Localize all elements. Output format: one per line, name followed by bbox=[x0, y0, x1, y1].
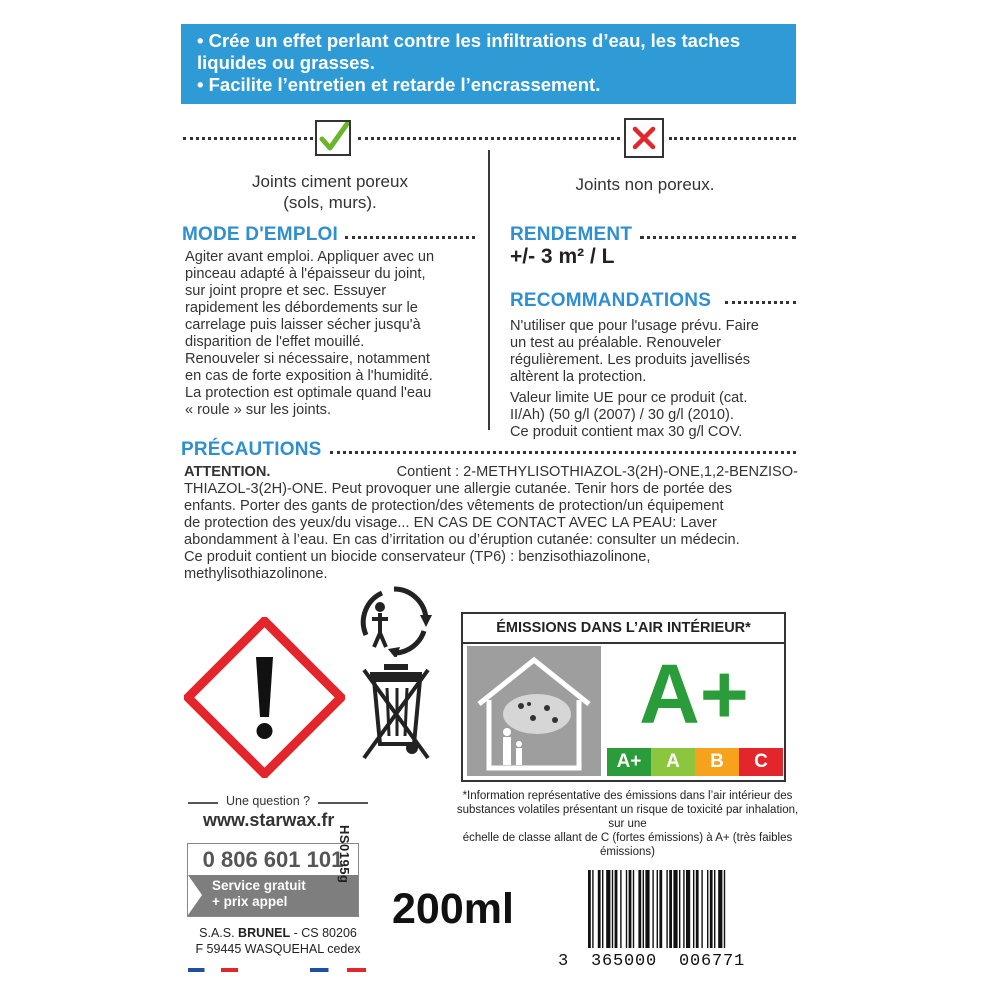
barcode-bar bbox=[724, 870, 725, 948]
cross-icon bbox=[624, 118, 664, 158]
barcode-bar bbox=[683, 870, 684, 948]
house-icon bbox=[467, 646, 601, 776]
divider-dots bbox=[330, 451, 796, 454]
divider-dots bbox=[640, 236, 796, 239]
benefits-banner bbox=[181, 24, 796, 104]
indoor-emissions-label bbox=[461, 612, 786, 782]
precaution-line: abondamment à l’eau. En cas d’irritation ou d’éruption cutanée: consulter un médecin. bbox=[184, 532, 740, 548]
rendement-value: +/- 3 m² / L bbox=[510, 245, 615, 268]
barcode-bar bbox=[701, 870, 702, 948]
ghs-exclamation-pictogram bbox=[184, 617, 345, 778]
barcode-digits: 3 365000 006771 bbox=[558, 952, 746, 971]
footnote-line: substances volatiles présentant un risque de toxicité par inhalation, sur une bbox=[456, 804, 799, 830]
mode-emploi-heading: MODE D'EMPLOI bbox=[182, 224, 344, 246]
french-flag-left bbox=[188, 968, 238, 972]
barcode-bar bbox=[718, 870, 722, 948]
barcode-bar bbox=[666, 870, 667, 948]
column-divider bbox=[488, 150, 490, 430]
suitable-line-2: (sols, murs). bbox=[283, 193, 377, 212]
mode-line: « roule » sur les joints. bbox=[185, 402, 332, 418]
barcode-bar bbox=[710, 870, 713, 948]
website-link[interactable]: www.starwax.fr bbox=[203, 810, 335, 830]
emission-scale-4: C bbox=[739, 748, 783, 776]
barcode-bar bbox=[669, 870, 672, 948]
divider-dots bbox=[183, 137, 313, 140]
barcode-bar bbox=[606, 870, 610, 948]
barcode-bar bbox=[657, 870, 658, 948]
emission-scale-3: B bbox=[695, 748, 739, 776]
question-label: Une question ? bbox=[218, 794, 318, 808]
benefit-line-3: • Facilite l’entretien et retarde l’encrassement. bbox=[197, 74, 601, 95]
reco-line: Valeur limite UE pour ce produit (cat. bbox=[510, 390, 748, 406]
benefit-line-1: • Crée un effet perlant contre les infiltrations d’eau, les taches bbox=[197, 30, 741, 51]
barcode-bar bbox=[629, 870, 632, 948]
precautions-heading: PRÉCAUTIONS bbox=[181, 439, 330, 461]
unsuitable-surface: Joints non poreux. bbox=[575, 175, 715, 194]
service-line: + prix appel bbox=[212, 894, 288, 909]
barcode-bar bbox=[638, 870, 641, 948]
reco-line: altèrent la protection. bbox=[510, 369, 647, 385]
recommandations-text bbox=[510, 318, 797, 441]
mode-line: Agiter avant emploi. Appliquer avec un bbox=[185, 249, 435, 265]
emission-scale-2: A bbox=[651, 748, 695, 776]
reco-line: un test au préalable. Renouveler bbox=[510, 335, 721, 351]
footnote-line: échelle de classe allant de C (fortes émissions) à A+ (très faibles émissions) bbox=[462, 832, 793, 858]
footnote-line: *Information représentative des émissions dans l’air intérieur des bbox=[462, 790, 793, 802]
barcode-bars bbox=[584, 870, 790, 948]
barcode-bar bbox=[633, 870, 634, 948]
divider-dots bbox=[345, 236, 475, 239]
barcode-bar bbox=[598, 870, 601, 948]
mode-line: carrelage puis laisser sécher jusqu'à bbox=[185, 317, 421, 333]
mode-line: pinceau adapté à l'épaisseur du joint, bbox=[185, 266, 426, 282]
company-suffix: - CS 80206 bbox=[290, 926, 357, 940]
service-line: Service gratuit bbox=[212, 878, 306, 893]
barcode-bar bbox=[620, 870, 621, 948]
company-name: BRUNEL bbox=[238, 926, 291, 940]
suitable-surface bbox=[195, 171, 465, 213]
barcode-bar bbox=[693, 870, 694, 948]
barcode-bar bbox=[592, 870, 593, 948]
volume-label: 200ml bbox=[392, 885, 514, 933]
reco-line: Ce produit contient max 30 g/l COV. bbox=[510, 424, 743, 440]
mode-line: disparition de l'effet mouillé. bbox=[185, 334, 365, 350]
mode-line: en cas de forte exposition à l'humidité. bbox=[185, 368, 433, 384]
barcode-bar bbox=[679, 870, 680, 948]
company-line bbox=[188, 925, 368, 941]
suitable-line-1: Joints ciment poreux bbox=[252, 172, 408, 191]
service-arrow bbox=[188, 875, 202, 915]
emissions-footnote bbox=[455, 789, 800, 859]
barcode-bar bbox=[686, 870, 690, 948]
rendement-heading: RENDEMENT bbox=[510, 224, 638, 246]
barcode-bar bbox=[645, 870, 649, 948]
barcode-bar bbox=[673, 870, 677, 948]
mode-emploi-text bbox=[185, 249, 465, 419]
mode-line: La protection est optimale quand l'eau bbox=[185, 385, 432, 401]
triman-recycle-icon bbox=[352, 585, 436, 657]
company-address bbox=[188, 925, 368, 957]
barcode-bar bbox=[612, 870, 613, 948]
divider-dots bbox=[669, 137, 796, 140]
recommandations-heading: RECOMMANDATIONS bbox=[510, 290, 717, 312]
barcode-bar bbox=[615, 870, 618, 948]
emissions-header: ÉMISSIONS DANS L’AIR INTÉRIEUR* bbox=[463, 614, 784, 644]
divider-dots bbox=[358, 137, 620, 140]
precaution-line: THIAZOL-3(2H)-ONE. Peut provoquer une allergie cutanée. Tenir hors de portée des bbox=[184, 481, 733, 497]
company-prefix: S.A.S. bbox=[199, 926, 239, 940]
barcode-bar bbox=[652, 870, 653, 948]
barcode-bar bbox=[707, 870, 708, 948]
reco-line: régulièrement. Les produits javellisés bbox=[510, 352, 751, 368]
precaution-line: methylisothiazolinone. bbox=[184, 566, 328, 582]
emission-scale bbox=[607, 748, 783, 776]
barcode-bar bbox=[643, 870, 644, 948]
service-text bbox=[212, 878, 306, 910]
barcode-bar bbox=[696, 870, 699, 948]
precaution-first-line bbox=[184, 464, 798, 481]
attention-label: ATTENTION. bbox=[184, 464, 271, 480]
barcode-bar bbox=[659, 870, 662, 948]
emission-scale-1: A+ bbox=[607, 748, 651, 776]
precaution-line: Ce produit contient un biocide conservateur (TP6) : benzisothiazolinone, bbox=[184, 549, 651, 565]
crossed-bin-icon bbox=[360, 660, 432, 760]
mode-line: rapidement les débordements sur le bbox=[185, 300, 418, 316]
precautions-text bbox=[184, 464, 798, 583]
precaution-line: Contient : 2-METHYLISOTHIAZOL-3(2H)-ONE,1,2-BENZISO- bbox=[396, 464, 798, 480]
barcode-bar bbox=[588, 870, 591, 948]
product-code: HS0195g bbox=[337, 825, 352, 884]
barcode-bar bbox=[602, 870, 603, 948]
check-icon bbox=[315, 120, 351, 156]
precaution-line: enfants. Porter des gants de protection/des vêtements de protection/un équipement bbox=[184, 498, 724, 514]
reco-line: N'utiliser que pour l'usage prévu. Faire bbox=[510, 318, 759, 334]
precaution-line: de protection des yeux/du visage... EN CAS DE CONTACT AVEC LA PEAU: Laver bbox=[184, 515, 717, 531]
barcode-bar bbox=[714, 870, 715, 948]
reco-line: II/Ah) (50 g/l (2007) / 30 g/l (2010). bbox=[510, 407, 734, 423]
benefit-line-2: liquides ou grasses. bbox=[197, 52, 375, 73]
divider-dots bbox=[725, 301, 796, 304]
barcode-bar bbox=[626, 870, 627, 948]
emission-grade: A+ bbox=[639, 647, 749, 741]
address-line: F 59445 WASQUEHAL cedex bbox=[195, 942, 361, 956]
mode-line: Renouveler si nécessaire, notamment bbox=[185, 351, 430, 367]
french-flag-right bbox=[310, 968, 366, 972]
phone-number[interactable]: 0 806 601 101 bbox=[202, 847, 344, 872]
mode-line: sur joint propre et sec. Essuyer bbox=[185, 283, 387, 299]
